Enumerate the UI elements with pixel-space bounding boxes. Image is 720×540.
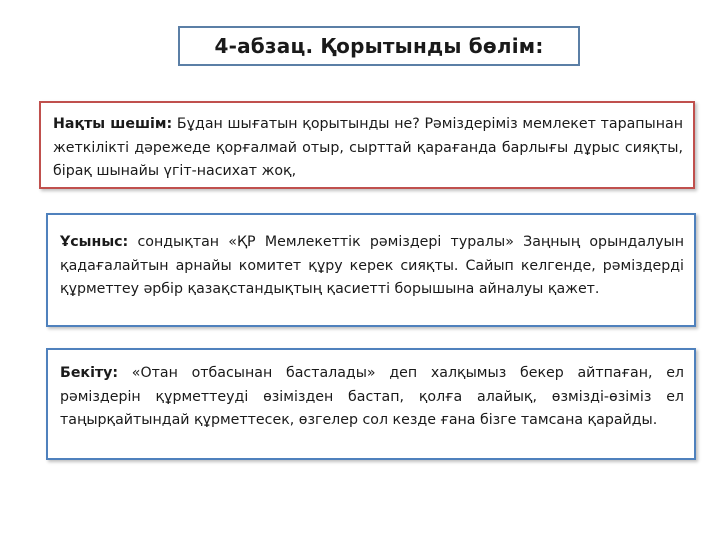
affirmation-text: «Отан отбасынан басталады» деп халқымыз бекер айтпаған, ел рәміздерін құрметтеуді өзімізден бастап, қолға алайық, өзмізді-өзіміз ел таңырқайтындай құрметтесек, өзгелер сол кезде ғана бізге тамсана қарайды. <box>60 365 684 428</box>
conclusion-box <box>39 101 695 189</box>
section-title-box <box>178 26 580 66</box>
section-title: 4-абзац. Қорытынды бөлім: <box>214 34 544 58</box>
proposal-text: сондықтан «ҚР Мемлекеттік рәміздері туралы» Заңның орындалуын қадағалайтын арнайы комитет құру керек сияқты. Сайып келгенде, рәміздерді құрметтеу әрбір қазақстандықтың қасиетті борышына айналуы қажет. <box>60 234 684 297</box>
proposal-lead: Ұсыныс: <box>60 234 129 250</box>
conclusion-lead: Нақты шешім: <box>53 116 173 132</box>
affirmation-box <box>46 348 696 460</box>
proposal-box <box>46 213 696 327</box>
affirmation-lead: Бекіту: <box>60 365 119 381</box>
conclusion-text: Бұдан шығатын қорытынды не? Рәміздеріміз мемлекет тарапынан жеткілікті дәрежеде қорғалмай отыр, сырттай қарағанда барлығы дұрыс сияқты, бірақ шынайы үгіт-насихат жоқ, <box>53 116 683 179</box>
